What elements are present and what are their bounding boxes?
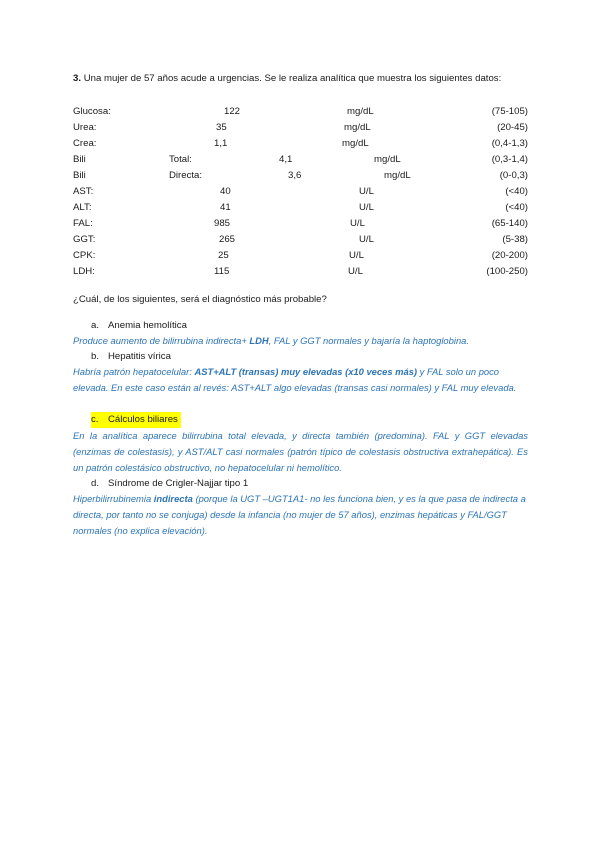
- lab-range: (20-200): [491, 250, 528, 261]
- option-c: [91, 412, 181, 428]
- explanation-text: Habría patrón hepatocelular:: [73, 366, 195, 377]
- lab-range: (20-45): [497, 122, 528, 133]
- lab-unit: U/L: [348, 266, 363, 277]
- lab-name: Bili: [73, 154, 86, 165]
- lab-name: AST:: [73, 186, 94, 197]
- option-letter: b.: [91, 351, 100, 362]
- lab-row-bili-directa: [73, 168, 528, 184]
- lab-name: Glucosa:: [73, 106, 111, 117]
- lab-value: 4,1: [279, 154, 293, 165]
- lab-value: 40: [220, 186, 231, 197]
- explanation-text: AST+ALT (transas) muy elevadas (x10 veces más): [194, 366, 418, 377]
- option-d: [91, 476, 248, 492]
- lab-range: (5-38): [502, 234, 528, 245]
- option-c-explanation: [73, 428, 528, 477]
- lab-range: (0,3-1,4): [491, 154, 528, 165]
- lab-sub: Directa:: [169, 170, 203, 181]
- lab-value: 122: [224, 106, 241, 117]
- lab-row-ast: [73, 184, 528, 200]
- lab-value: 115: [214, 266, 230, 277]
- option-d-explanation: [73, 491, 528, 540]
- question-number: 3.: [73, 73, 82, 84]
- lab-unit: mg/dL: [384, 170, 411, 181]
- lab-unit: mg/dL: [342, 138, 369, 149]
- explanation-text: indirecta: [153, 493, 193, 504]
- option-label: Síndrome de Crigler-Najjar tipo 1: [108, 478, 249, 489]
- lab-sub: Total:: [169, 154, 192, 165]
- lab-value: 41: [220, 202, 231, 213]
- lab-value: 265: [219, 234, 236, 245]
- lab-row-bili-total: [73, 152, 528, 168]
- option-label: Hepatitis vírica: [108, 351, 171, 362]
- lab-row-glucosa: [73, 104, 528, 120]
- lab-name: GGT:: [73, 234, 96, 245]
- lab-unit: mg/dL: [374, 154, 401, 165]
- lab-range: (65-140): [491, 218, 528, 229]
- lab-unit: U/L: [359, 234, 374, 245]
- lab-range: (<40): [505, 186, 528, 197]
- option-label: Anemia hemolítica: [108, 320, 187, 331]
- lab-row-fal: [73, 216, 528, 232]
- explanation-text: En la analítica aparece bilirrubina total elevada, y directa también (predomina). FAL y GGT elevadas (enzimas de colestasis), y AST/ALT casi normales (patrón típico de colestasis obstructiva extrahepática). Es un patrón colestásico obstructivo, no hepatocelular ni hemolítico.: [73, 430, 528, 474]
- option-letter: a.: [91, 320, 100, 331]
- lab-range: (0,4-1,3): [491, 138, 528, 149]
- option-b-explanation: [73, 364, 528, 396]
- lab-unit: U/L: [350, 218, 365, 229]
- explanation-text: y FAL solo un poco elevada. En este caso están al revés: AST+ALT algo elevadas (transas casi normales) y FAL muy elevada.: [73, 366, 517, 394]
- lab-value: 35: [216, 122, 227, 133]
- lab-name: Bili: [73, 170, 86, 181]
- lab-row-alt: [73, 200, 528, 216]
- lab-name: Crea:: [73, 138, 97, 149]
- lab-unit: U/L: [349, 250, 364, 261]
- lab-value: 1,1: [214, 138, 228, 149]
- explanation-text: (porque la UGT –UGT1A1- no les funciona bien, y es la que pasa de indirecta a directa, por tanto no se conjuga) desde la infancia (no mujer de 57 años), enzimas hepáticas y FAL/GGT normales (no explica elevación).: [73, 493, 526, 537]
- option-letter: d.: [91, 478, 100, 489]
- option-letter: c.: [91, 414, 99, 425]
- lab-value: 3,6: [288, 170, 302, 181]
- lab-name: FAL:: [73, 218, 93, 229]
- option-b: [91, 349, 171, 365]
- explanation-text: , FAL y GGT normales y bajaría la haptoglobina.: [268, 335, 469, 346]
- lab-value: 25: [218, 250, 229, 261]
- lab-range: (<40): [505, 202, 528, 213]
- lab-row-cpk: [73, 248, 528, 264]
- question-prompt: ¿Cuál, de los siguientes, será el diagnóstico más probable?: [73, 294, 327, 305]
- lab-row-ldh: [73, 264, 528, 280]
- lab-name: Urea:: [73, 122, 97, 133]
- lab-unit: U/L: [359, 202, 374, 213]
- lab-name: ALT:: [73, 202, 92, 213]
- question-intro-text: Una mujer de 57 años acude a urgencias. Se le realiza analítica que muestra los siguientes datos:: [83, 73, 502, 84]
- lab-name: CPK:: [73, 250, 96, 261]
- explanation-text: LDH: [249, 335, 269, 346]
- option-a-explanation: [73, 333, 528, 349]
- lab-range: (75-105): [491, 106, 528, 117]
- lab-unit: mg/dL: [347, 106, 374, 117]
- lab-row-ggt: [73, 232, 528, 248]
- option-a: [91, 318, 187, 334]
- option-label: Cálculos biliares: [108, 414, 178, 425]
- explanation-text: Hiperbilirrubinemia: [73, 493, 154, 504]
- lab-unit: U/L: [359, 186, 374, 197]
- lab-row-crea: [73, 136, 528, 152]
- lab-name: LDH:: [73, 266, 95, 277]
- explanation-text: Produce aumento de bilirrubina indirecta+: [73, 335, 250, 346]
- lab-row-urea: [73, 120, 528, 136]
- lab-range: (0-0,3): [499, 170, 528, 181]
- lab-value: 985: [214, 218, 231, 229]
- question-intro: [73, 71, 533, 87]
- lab-unit: mg/dL: [344, 122, 371, 133]
- lab-range: (100-250): [486, 266, 528, 277]
